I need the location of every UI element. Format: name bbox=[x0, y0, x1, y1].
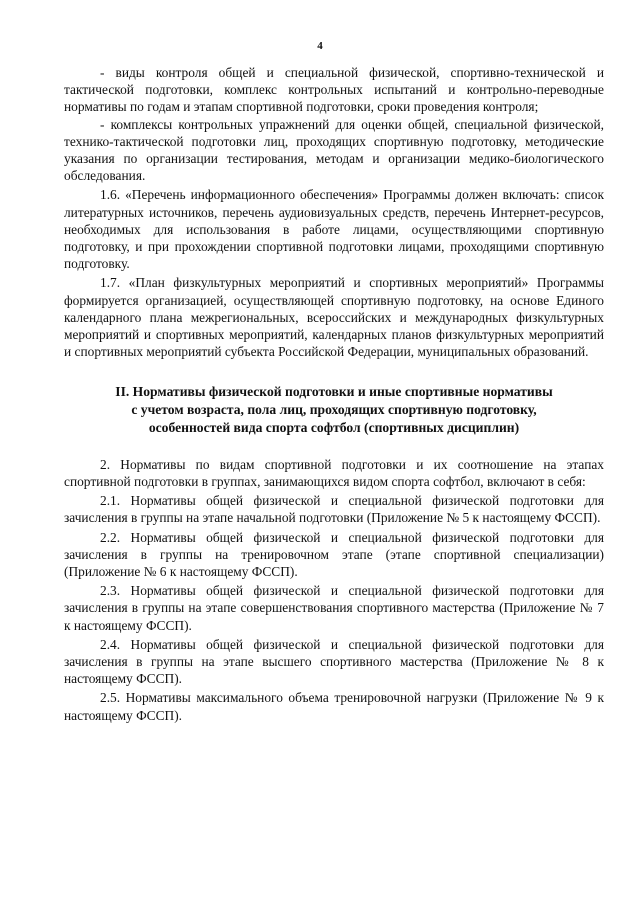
paragraph: 2.3. Нормативы общей физической и специальной физической подготовки для зачисления в группы на этапе совершенствования спортивного мастерства (Приложение № 7 к настоящему ФССП). bbox=[64, 583, 604, 633]
paragraph: 2.2. Нормативы общей физической и специальной физической подготовки для зачисления в группы на тренировочном этапе (этапе спортивной специализации) (Приложение № 6 к настоящему ФССП). bbox=[64, 529, 604, 580]
paragraph: 1.6. «Перечень информационного обеспечения» Программы должен включать: список литературных источников, перечень аудиовизуальных средств, перечень Интернет-ресурсов, необходимых для использования в работе лицами, осуществляющими спортивную подготовку, и при прохождении спортивной подготовки лицами, проходящими спортивную подготовку. bbox=[64, 187, 604, 272]
section-heading-line: с учетом возраста, пола лиц, проходящих спортивную подготовку, bbox=[131, 402, 537, 418]
paragraph: 2.4. Нормативы общей физической и специальной физической подготовки для зачисления в группы на этапе высшего спортивного мастерства (Приложение № 8 к настоящему ФССП). bbox=[64, 636, 604, 687]
section-heading-line: II. Нормативы физической подготовки и иные спортивные нормативы bbox=[115, 384, 553, 400]
paragraph: 2.5. Нормативы максимального объема тренировочной нагрузки (Приложение № 9 к настоящему ФССП). bbox=[64, 690, 604, 723]
section-heading bbox=[64, 383, 604, 436]
paragraph: 2.1. Нормативы общей физической и специальной физической подготовки для зачисления в группы на этапе начальной подготовки (Приложение № 5 к настоящему ФССП). bbox=[64, 493, 604, 526]
paragraph: - виды контроля общей и специальной физической, спортивно-технической и тактической подготовки, комплекс контрольных испытаний и контрольно-переводные нормативы по годам и этапам спортивной подготовки, сроки проведения контроля; bbox=[64, 65, 604, 115]
document-body bbox=[64, 64, 604, 724]
paragraph: 1.7. «План физкультурных мероприятий и спортивных мероприятий» Программы формируется организацией, осуществляющей спортивную подготовку, на основе Единого календарного плана межрегиональных, всероссийских и международных физкультурных мероприятий и спортивных мероприятий, календарных планов физкультурных мероприятий и спортивных мероприятий субъекта Российской Федерации, муниципальных образований. bbox=[64, 275, 604, 360]
paragraph: - комплексы контрольных упражнений для оценки общей, специальной физической, технико-тактической подготовки лиц, проходящих спортивную подготовку, методические указания по организации тестирования, методам и организации медико-биологического обследования. bbox=[64, 116, 604, 184]
paragraph: 2. Нормативы по видам спортивной подготовки и их соотношение на этапах спортивной подготовки в группах, занимающихся видом спорта софтбол, включают в себя: bbox=[64, 456, 604, 490]
section-heading-line: особенностей вида спорта софтбол (спортивных дисциплин) bbox=[148, 420, 520, 436]
page-number: 4 bbox=[317, 40, 323, 52]
